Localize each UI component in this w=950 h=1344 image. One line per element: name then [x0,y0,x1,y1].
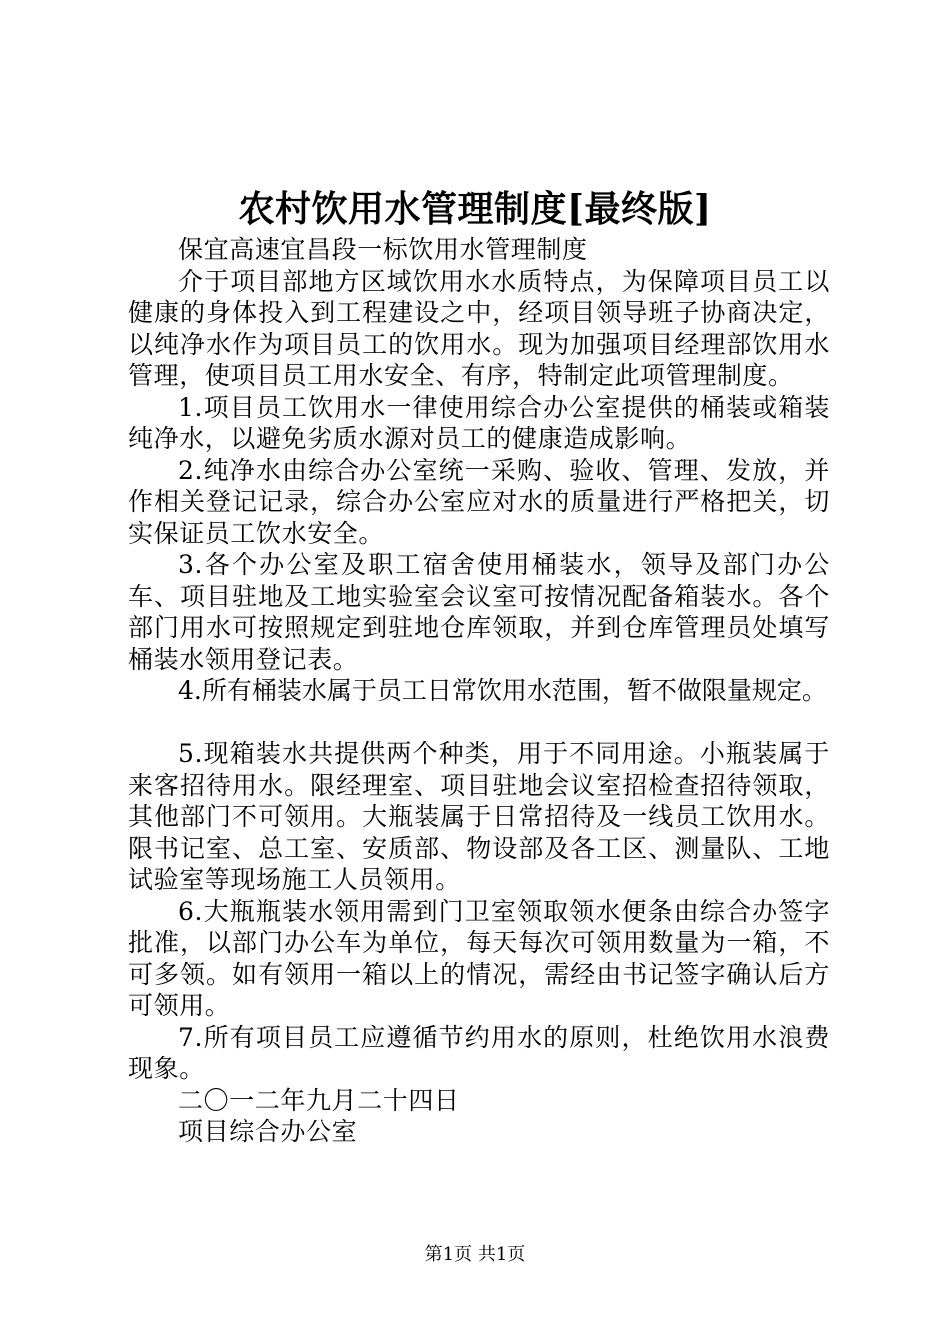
rule-item-7: 7.所有项目员工应遵循节约用水的原则，杜绝饮用水浪费现象。 [128,1022,830,1083]
document-date: 二〇一二年九月二十四日 [178,1085,460,1115]
page-footer: 第1页 共1页 [424,1244,526,1265]
rule-item-5: 5.现箱装水共提供两个种类，用于不同用途。小瓶装属于来客招待用水。限经理室、项目驻地会议室招检查招待领取，其他部门不可领用。大瓶装属于日常招待及一线员工饮用水。限书记室、总工室、安质部、物设部及各工区、测量队、工地试验室等现场施工人员领用。 [128,739,830,894]
document-subtitle: 保宜高速宜昌段一标饮用水管理制度 [178,235,588,264]
document-title: 农村饮用水管理制度[最终版] [238,188,712,230]
document-body [128,234,830,1148]
rule-item-1: 1.项目员工饮用水一律使用综合办公室提供的桶装或箱装纯净水，以避免劣质水源对员工的健康造成影响。 [128,392,830,453]
rule-item-2: 2.纯净水由综合办公室统一采购、验收、管理、发放，并作相关登记记录，综合办公室应对水的质量进行严格把关，切实保证员工饮水安全。 [128,455,830,548]
document-signature: 项目综合办公室 [178,1117,358,1146]
rule-item-3: 3.各个办公室及职工宿舍使用桶装水，领导及部门办公车、项目驻地及工地实验室会议室可按情况配备箱装水。各个部门用水可按照规定到驻地仓库领取，并到仓库管理员处填写桶装水领用登记表。 [128,550,830,674]
rule-item-4: 4.所有桶装水属于员工日常饮用水范围，暂不做限量规定。 [178,676,827,705]
intro-paragraph: 介于项目部地方区域饮用水水质特点，为保障项目员工以健康的身体投入到工程建设之中，经项目领导班子协商决定，以纯净水作为项目员工的饮用水。现为加强项目经理部饮用水管理，使项目员工用水安全、有序，特制定此项管理制度。 [128,266,830,390]
rule-item-6: 6.大瓶瓶装水领用需到门卫室领取领水便条由综合办签字批准，以部门办公车为单位，每天每次可领用数量为一箱，不可多领。如有领用一箱以上的情况，需经由书记签字确认后方可领用。 [128,896,830,1020]
